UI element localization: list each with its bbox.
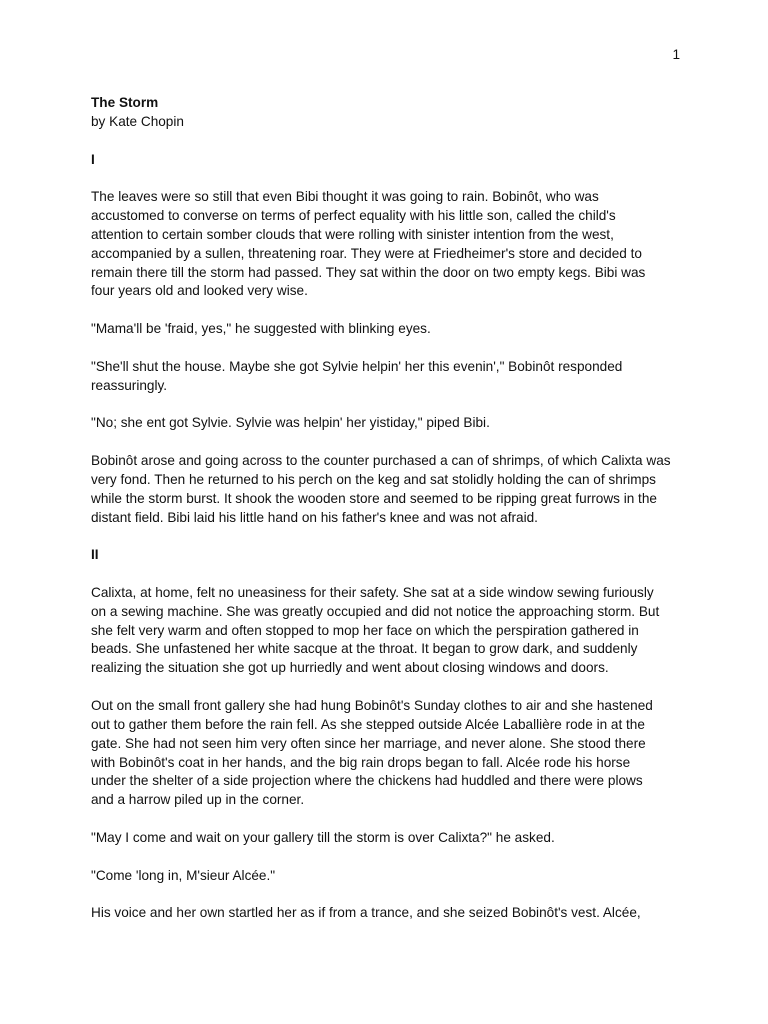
paragraph [91,358,691,396]
paragraph-spacer [91,396,691,415]
text-line: gate. She had not seen him very often since her marriage, and never alone. She stood there [91,735,646,751]
paragraph-spacer [91,848,691,867]
text-line: Bobinôt arose and going across to the counter purchased a can of shrimps, of which Calixta was [91,453,671,469]
text-line: she felt very warm and often stopped to mop her face on which the perspiration gathered in [91,622,639,638]
text-line: "May I come and wait on your gallery till the storm is over Calixta?" he asked. [91,829,555,845]
paragraph-spacer [91,339,691,358]
text-line: on a sewing machine. She was greatly occupied and did not notice the approaching storm. But [91,603,660,619]
paragraph-spacer [91,169,691,188]
text-line: His voice and her own startled her as if from a trance, and she seized Bobinôt's vest. Alcée, [91,905,641,921]
text-line: four years old and looked very wise. [91,283,308,299]
text-line: accompanied by a sullen, threatening roar. They were at Friedheimer's store and decided to [91,245,642,261]
story-byline: by Kate Chopin [91,113,184,129]
section-heading: II [91,547,99,563]
story-title: The Storm [91,95,159,110]
text-line: accustomed to converse on terms of perfect equality with his little son, called the child's [91,208,616,224]
paragraph [91,188,691,301]
text-line: attention to certain somber clouds that were rolling with sinister intention from the west, [91,226,614,242]
document-body [91,94,691,923]
paragraph-spacer [91,301,691,320]
text-line: "Mama'll be 'fraid, yes," he suggested with blinking eyes. [91,321,431,337]
text-line: very fond. Then he returned to his perch on the keg and sat stolidly holding the can of shrimps [91,471,656,487]
paragraph [91,867,691,886]
paragraph-spacer [91,132,691,151]
paragraph-spacer [91,433,691,452]
paragraph-spacer [91,678,691,697]
paragraph [91,320,691,339]
paragraph [91,697,691,810]
text-line: out to gather them before the rain fell. As she stepped outside Alcée Laballière rode in at the [91,716,645,732]
paragraph-spacer [91,527,691,546]
paragraph-spacer [91,885,691,904]
text-line: under the shelter of a side projection where the chickens had huddled and there were plows [91,773,643,789]
text-line: beads. She unfastened her white sacque at the throat. It began to grow dark, and suddenly [91,641,638,657]
paragraph [91,584,691,678]
paragraph [91,829,691,848]
paragraph [91,414,691,433]
text-line: Calixta, at home, felt no uneasiness for their safety. She sat at a side window sewing furiously [91,584,654,600]
text-line: and a harrow piled up in the corner. [91,792,305,808]
paragraph [91,904,691,923]
section-heading: I [91,151,95,167]
paragraph [91,452,691,527]
text-line: reassuringly. [91,377,168,393]
paragraph-spacer [91,810,691,829]
story-text [91,132,691,923]
page-number: 1 [672,47,680,62]
text-line: "Come 'long in, M'sieur Alcée." [91,867,276,883]
paragraph-spacer [91,565,691,584]
text-line: with Bobinôt's coat in her hands, and the big rain drops began to fall. Alcée rode his horse [91,754,631,770]
text-line: remain there till the storm had passed. They sat within the door on two empty kegs. Bibi was [91,264,646,280]
text-line: while the storm burst. It shook the wooden store and seemed to be ripping great furrows in the [91,490,657,506]
text-line: realizing the situation she got up hurriedly and went about closing windows and doors. [91,660,609,676]
text-line: The leaves were so still that even Bibi thought it was going to rain. Bobinôt, who was [91,189,599,205]
text-line: Out on the small front gallery she had hung Bobinôt's Sunday clothes to air and she hastened [91,698,653,713]
text-line: distant field. Bibi laid his little hand on his father's knee and was not afraid. [91,509,538,525]
text-line: "No; she ent got Sylvie. Sylvie was helpin' her yistiday," piped Bibi. [91,415,490,431]
text-line: "She'll shut the house. Maybe she got Sylvie helpin' her this evenin'," Bobinôt responded [91,358,623,374]
